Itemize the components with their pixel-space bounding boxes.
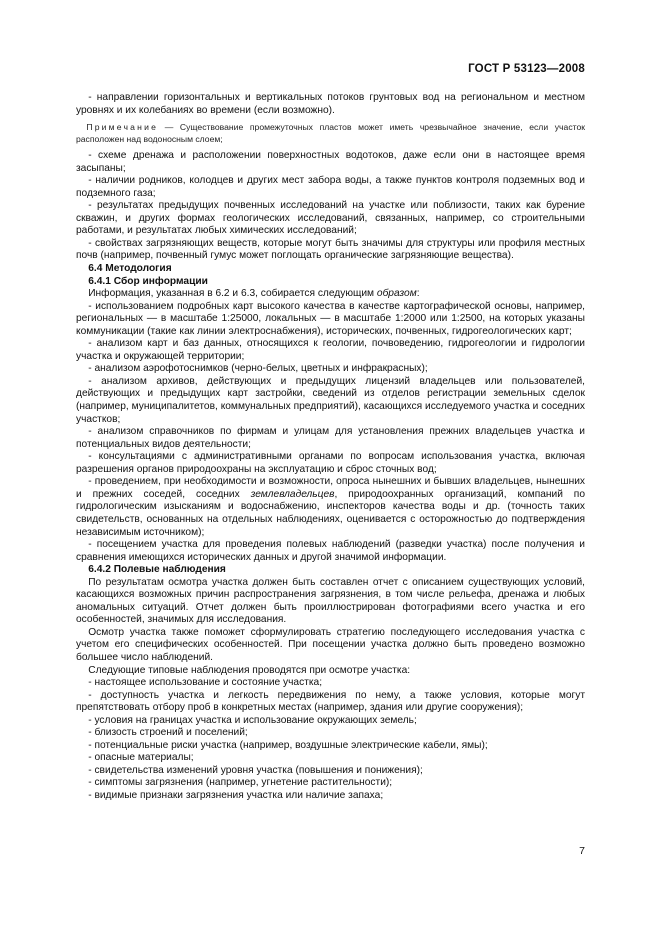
text-run: - проведением, при необходимости и возможности, опроса нынешних и бывших владельцев, нынешних и прежних соседей, соседних (76, 476, 585, 500)
section-heading-6-4: 6.4 Методология (88, 263, 172, 275)
list-item: - видимые признаки загрязнения участка или наличие запаха; (88, 789, 384, 801)
paragraph: - направлении горизонтальных и вертикальных потоков грунтовых вод на региональном и местном уровнях и их колебаниях во времени (если возможно). (76, 92, 585, 116)
paragraph: - анализом карт и баз данных, относящихся к геологии, почвоведению, гидрогеологии и гидрологии участка и окружающей территории; (76, 338, 585, 362)
document-header: ГОСТ Р 53123—2008 (468, 63, 585, 75)
list-item: - доступность участка и легкость передвижения по нему, а также условия, которые могут препятствовать отбору проб в конкретных местах (например, здания или другие сооружения); (76, 689, 585, 714)
list-item: - симптомы загрязнения (например, угнетение растительности); (88, 777, 393, 789)
paragraph: - консультациями с административными органами по вопросам использования участка, включая разрешения органов природоохраны на эксплуатацию и сброс сточных вод; (76, 451, 585, 475)
text-run: , природоохранных организаций, компаний по гидрологическим изысканиям и водоснабжению, инспекторов качества воды и др. (точность таких свидетельств, основанных на отдельных наблюдениях, оценивается с осторожностью до подтверждения независимым источником); (76, 488, 585, 538)
paragraph: - схеме дренажа и расположении поверхностных водотоков, даже если они в настоящее время засыпаны; (76, 150, 585, 174)
paragraph: По результатам осмотра участка должен быть составлен отчет с описанием существующих условий, касающихся возможных причин распространения загрязнения, в том числе рельефа, дренажа и любых аномальных ситуаций. Отчет должен быть проиллюстрирован фотографиями всего участка и его особенностей, значимых для исследования. (76, 576, 585, 626)
paragraph: - результатах предыдущих почвенных исследований на участке или поблизости, таких как бурение скважин, и других формах геологических исследований, связанных, например, со строительными работами, и результатах любых химических исследований; (76, 200, 585, 237)
text-run: : (416, 288, 420, 300)
list-item: - условия на границах участка и использование окружающих земель; (88, 714, 417, 726)
paragraph: - использованием подробных карт высокого качества в качестве картографической основы, например, региональных — в масштабе 1:25000, локальных — в масштабе 1:2000 или 1:2500, на которых указаны коммуникации (такие как линии электроснабжения), исторических, почвенных, гидрогеологических карт; (76, 300, 585, 337)
list-item: - близость строений и поселений; (88, 727, 248, 739)
list-item: - свидетельства изменений уровня участка (повышения и понижения); (88, 764, 423, 776)
note-label: Примечание (86, 122, 159, 133)
italic-text: землевладельцев (250, 488, 335, 500)
section-heading-6-4-2: 6.4.2 Полевые наблюдения (88, 564, 226, 576)
paragraph: - посещением участка для проведения полевых наблюдений (разведки участка) после получения и сравнения имеющихся исторических данных и другой значимой информации. (76, 539, 585, 563)
note-paragraph (76, 122, 585, 145)
text-run: Информация, указанная в 6.2 и 6.3, собирается следующим (88, 288, 377, 300)
paragraph: Осмотр участка также поможет сформулировать стратегию последующего исследования участка с учетом его специфических особенностей. При посещении участка должно быть проведено возможно большее число наблюдений. (76, 626, 585, 663)
paragraph: - анализом справочников по фирмам и улицам для установления прежних владельцев участка и потенциальных видов деятельности; (76, 426, 585, 450)
note-text: — Существование промежуточных пластов может иметь чрезвычайное значение, если участок расположен над водоносным слоем; (76, 122, 585, 144)
paragraph (76, 288, 585, 301)
page-number: 7 (579, 845, 585, 857)
document-body (76, 92, 585, 803)
list-item: - опасные материалы; (88, 752, 194, 764)
section-heading-6-4-1: 6.4.1 Сбор информации (88, 275, 208, 287)
paragraph (76, 476, 585, 539)
italic-text: образом (376, 288, 417, 300)
paragraph: - анализом архивов, действующих и предыдущих лицензий владельцев или пользователей, действующих и предыдущих карт застройки, сведений из отделов регистрации земельных сделок (например, муниципалитетов, коммунальных предприятий), касающихся исследуемого участка и соседних участков; (76, 375, 585, 425)
paragraph: Следующие типовые наблюдения проводятся при осмотре участка: (88, 664, 411, 676)
list-item: - потенциальные риски участка (например, воздушные электрические кабели, ямы); (88, 739, 488, 751)
paragraph: - анализом аэрофотоснимков (черно-белых, цветных и инфракрасных); (88, 363, 428, 375)
list-item: - настоящее использование и состояние участка; (88, 677, 323, 689)
paragraph: - свойствах загрязняющих веществ, которые могут быть значимы для структуры или профиля местных почв (например, почвенный гумус может поглощать органические загрязняющие вещества). (76, 237, 585, 262)
paragraph: - наличии родников, колодцев и других мест забора воды, а также пунктов контроля подземных вод и подземного газа; (76, 175, 585, 199)
